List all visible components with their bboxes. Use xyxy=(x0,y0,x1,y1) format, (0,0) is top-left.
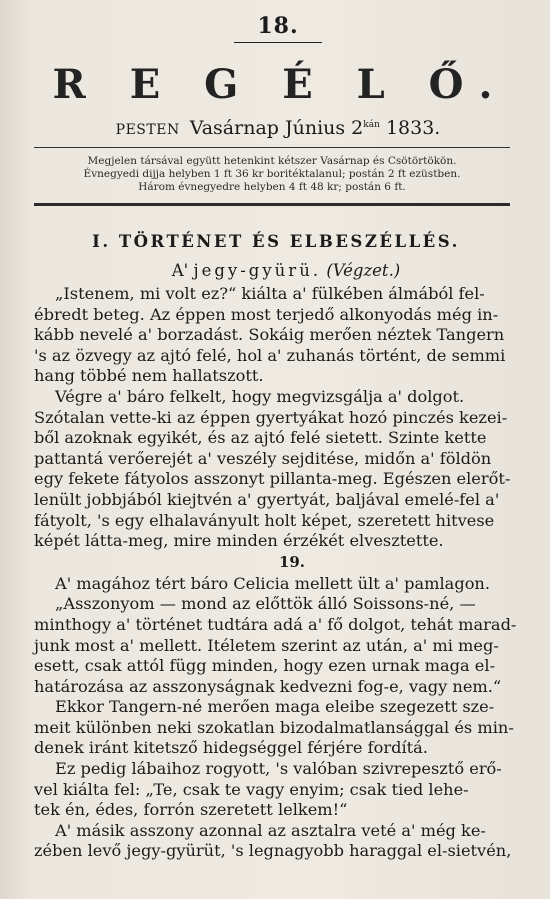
header-divider xyxy=(34,203,510,206)
dateline-date: Vasárnap Június 2 xyxy=(189,117,364,139)
text-line: ébredt beteg. Az éppen most terjedő alkonyodás még in- xyxy=(34,304,499,324)
issue-number-rule xyxy=(234,42,322,43)
dateline-city: PESTEN xyxy=(115,122,180,138)
text-line: egy fekete fátyolos asszonyt pillanta-meg. Egészen elerőt- xyxy=(34,469,511,489)
text-line: „Istenem, mi volt ez?“ kiálta a' fülkében álmából fel- xyxy=(55,284,485,303)
text-line: fátyolt, 's egy elhalaványult holt képet, szeretett hitvese xyxy=(34,510,495,530)
text-line: A' másik asszony azonnal az asztalra veté a' még ke- xyxy=(55,820,486,840)
text-line: zében levő jegy-gyürüt, 's legnagyobb haraggal el-sietvén, xyxy=(34,841,512,861)
text-line: képét látta-meg, mire minden érzékét elvesztette. xyxy=(34,531,444,551)
text-line: Ekkor Tangern-né merően maga eleibe szegezett sze- xyxy=(55,697,495,717)
masthead-title: R E G É L Ő. xyxy=(52,61,508,108)
text-line: meit különben neki szokatlan bizodalmatlansággal és min- xyxy=(34,717,514,737)
text-line: pattantá verőerejét a' veszély sejditése, midőn a' földön xyxy=(34,448,492,468)
text-line: ből azoknak egyikét, és az ajtó felé sietett. Szinte kette xyxy=(34,428,487,448)
text-line: A' magához tért báro Celicia mellett ült a' pamlagon. xyxy=(55,573,491,593)
article-body xyxy=(34,284,517,862)
text-line: lenült jobbjából kiejtvén a' gyertyát, baljával emelé-fel a' xyxy=(34,489,500,509)
dateline-date-suffix: kán xyxy=(363,120,380,130)
text-line: esett, csak attól függ minden, hogy ezen urnak maga el- xyxy=(34,656,496,676)
subscription-info xyxy=(34,147,510,194)
story-title-note: (Végzet.) xyxy=(326,261,401,280)
subscription-line: Megjelen társával együtt hetenkint kétszer Vasárnap és Csötörtökön. xyxy=(87,155,457,167)
page-marker: 19. xyxy=(278,552,306,571)
text-line: kább nevelé a' borzadást. Sokáig merően néztek Tangern xyxy=(34,325,505,345)
text-line: minthogy a' történet tudtára adá a' fő dolgot, tehát marad- xyxy=(34,614,517,634)
story-title-prefix: A' xyxy=(171,261,194,280)
text-line: denek iránt kitetsző hidegséggel férjére fordítá. xyxy=(34,738,428,758)
story-title-main: jegy-gyürü. xyxy=(193,261,322,280)
issue-number: 18. xyxy=(257,13,299,39)
dateline-year: 1833. xyxy=(385,117,441,139)
dateline xyxy=(40,117,516,141)
text-line: junk most a' mellett. Itéletem szerint az után, a' mi meg- xyxy=(34,635,499,655)
text-line: vel kiálta fel: „Te, csak te vagy enyim; csak tied lehe- xyxy=(34,779,469,799)
text-line: határozása az asszonyságnak kedvezni fog-e, vagy nem.“ xyxy=(34,676,502,696)
text-line: Ez pedig lábaihoz rogyott, 's valóban szivrepesztő erő- xyxy=(55,759,502,779)
text-line: „Asszonyom — mond az előttök álló Soissons-né, — xyxy=(55,594,476,614)
text-line: hang többé nem hallatszott. xyxy=(34,366,264,386)
text-line: tek én, édes, forrón szeretett lelkem!“ xyxy=(34,800,348,820)
text-line: Szótalan vette-ki az éppen gyertyákat hozó pinczés kezei- xyxy=(34,407,508,427)
story-title xyxy=(48,261,524,281)
subscription-line: Évnegyedi dijja helyben 1 ft 36 kr boritéktalanul; postán 2 ft ezüstben. xyxy=(83,168,461,180)
section-heading: I. TÖRTÉNET ÉS ELBESZÉLLÉS. xyxy=(92,232,460,251)
text-line: 's az özvegy az ajtó felé, hol a' zuhanás történt, de semmi xyxy=(34,345,506,365)
text-line: Végre a' báro felkelt, hogy megvizsgálja a' dolgot. xyxy=(55,386,465,406)
subscription-line: Három évnegyedre helyben 4 ft 48 kr; postán 6 ft. xyxy=(138,181,406,193)
